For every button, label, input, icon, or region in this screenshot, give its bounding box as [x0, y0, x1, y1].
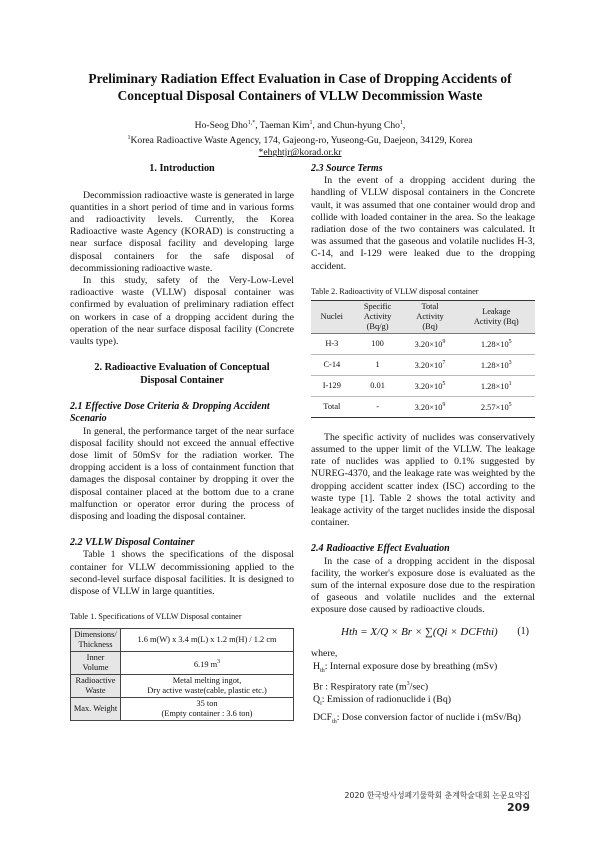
table-2-cell: 0.01: [353, 375, 403, 396]
table-2-row: [311, 354, 535, 375]
table-2-header: Specific Activity (Bq/g): [353, 300, 403, 333]
table-2-cell: $1.28\times 10^1$: [458, 375, 535, 396]
section-2-heading: [70, 362, 294, 387]
table-2-cell: 1: [353, 354, 403, 375]
table-1-value: 1.6 m(W) x 3.4 m(L) x 1.2 m(H) / 1.2 cm: [121, 629, 294, 652]
table-2-cell: $3.20\times 10^7$: [402, 354, 457, 375]
table-2-header: Nuclei: [311, 300, 353, 333]
section-2-3-paragraph: In the event of a dropping accident during the handling of VLLW disposal containers in the Concrete vault, it was assumed that one container would drop and collide with loaded container in the area. So the leakage radiation dose of the two containers was calculated. It was assumed that the gaseous and volatile nuclides H-3, C-14, and I-129 were leaked due to the dropping accident.: [311, 175, 535, 272]
definition-item: $DCF_{th}$: Dose conversion factor of nuclide i (mSv/Bq): [313, 711, 521, 725]
table-2-cell: $3.20\times 10^9$: [414, 402, 446, 413]
definitions-where: where,: [311, 647, 338, 659]
table-2-cell: I-129: [311, 375, 353, 396]
table-2-row: [311, 396, 535, 417]
section-2-4-paragraph: In the case of a dropping accident in the disposal facility, the worker's exposure dose is evaluated as the sum of the internal exposure dose due to the respiration of gaseous and volatile nuclides and the external exposure dose caused by radioactive clouds.: [311, 555, 535, 616]
title-line-2: Conceptual Disposal Containers of VLLW Decommission Waste: [117, 88, 483, 103]
section-2-heading-line-1: 2. Radioactive Evaluation of Conceptual: [94, 362, 270, 374]
equation-1: [311, 617, 535, 647]
table-1-label: Radioactive Waste: [71, 675, 121, 698]
definition-item: $H_{th}$: Internal exposure dose by breathing (mSv): [313, 660, 498, 674]
page-number: 209: [507, 801, 530, 814]
table-2-row: [311, 333, 535, 354]
author-affiliation: $^1$Korea Radioactive Waste Agency, 174, Gajeong-ro, Yuseong-Gu, Daejeon, 34129, Korea: [127, 135, 473, 147]
table-2-cell: Total: [323, 401, 341, 411]
section-2-1-heading: 2.1 Effective Dose Criteria & Dropping Accident Scenario: [70, 401, 270, 425]
table-1-row: [71, 698, 294, 721]
table-2-row: [311, 375, 535, 396]
table-2-header: Total Activity (Bq): [402, 300, 457, 333]
section-2-2-paragraph: Table 1 shows the specifications of the disposal container for VLLW decommissioning applied to the second-level surface disposal facilities. It is designed to dispose of VLLW in large quantities.: [70, 549, 294, 597]
intro-paragraph-2: In this study, safety of the Very-Low-Level radioactive waste (VLLW) disposal container was confirmed by evaluation of preliminary radiation effect on workers in case of a dropping accident during the operation of the near surface disposal facility (Concrete vaults type).: [70, 274, 294, 347]
table-1-caption: Table 1. Specifications of VLLW Disposal container: [70, 612, 242, 622]
table-2-header: Leakage Activity (Bq): [458, 300, 535, 333]
table-2-cell: $3.20\times 10^9$: [402, 333, 457, 354]
equation-definitions: [311, 647, 535, 729]
paper-title: [60, 70, 540, 104]
section-2-3-heading: 2.3 Source Terms: [311, 163, 383, 174]
table-2: [311, 300, 535, 418]
right-column: [311, 163, 535, 729]
table-2-cell: 100: [353, 333, 403, 354]
title-line-1: Preliminary Radiation Effect Evaluation in Case of Dropping Accidents of: [88, 71, 512, 86]
equation-expression: Hth = X/Q × Br × ∑(Qi × DCFthi): [341, 625, 498, 638]
table-1-value: Metal melting ingot, Dry active waste(cable, plastic etc.): [121, 675, 294, 698]
author-email[interactable]: *ehghtjr@korad.or.kr: [258, 147, 342, 159]
section-2-heading-line-2: Disposal Container: [140, 374, 224, 386]
table-1: [70, 628, 294, 721]
footer-text: 2020 한국방사성폐기물학회 춘계학술대회 논문요약집: [344, 791, 530, 800]
table-2-cell: $1.28\times 10^5$: [458, 333, 535, 354]
table-1-row: [71, 652, 294, 675]
left-column: [70, 163, 294, 721]
table-1-row: [71, 629, 294, 652]
table-1-label: Dimensions/ Thickness: [71, 629, 121, 652]
equation-number: (1): [517, 625, 529, 637]
table-2-cell: H-3: [311, 333, 353, 354]
definition-item: Br : Respiratory rate $(m^3/\sec)$: [313, 680, 429, 692]
section-2-1-paragraph: In general, the performance target of the near surface disposal facility should not exceed the annual effective dose limit of 50mSv for the radiation worker. The dropping accident is a loss of containment function that damages the disposal container by dropping it over the disposal container placed at the bottom due to a crane malfunction or operator error during the process of disposing and loading the disposal container.: [70, 425, 294, 522]
page-footer: [330, 790, 530, 814]
table-2-cell: $1.28\times 10^3$: [458, 354, 535, 375]
author-block: [60, 117, 540, 159]
intro-heading: 1. Introduction: [149, 163, 215, 174]
section-2-3-paragraph-2: The specific activity of nuclides was conservatively assumed to the upper limit of the VLLW. The leakage rate of nuclides was applied to 0.1% suggested by NUREG-4370, and the leakage rate was weighted by the dropping accident scatter index (ISC) according to the waste type [1]. Table 2 shows the total activity and leakage activity of the target nuclides inside the disposal container.: [311, 431, 535, 529]
table-2-cell: $2.57\times 10^5$: [480, 402, 512, 413]
table-1-value: 35 ton (Empty container : 3.6 ton): [121, 698, 294, 721]
table-2-caption: Table 2. Radioactivity of VLLW disposal container: [311, 286, 479, 296]
definition-item: $Q_i$: Emission of radionuclide i (Bq): [313, 693, 451, 707]
table-2-cell: -: [376, 401, 379, 411]
table-1-label: Inner Volume: [71, 652, 121, 675]
section-2-2-heading: 2.2 VLLW Disposal Container: [70, 537, 195, 549]
table-1-row: [71, 675, 294, 698]
author-names: Ho-Seog Dho$^{1,*}$, Taeman Kim$^1$, and Chun-hyung Cho$^1$,: [194, 120, 406, 132]
table-2-cell: $3.20\times 10^5$: [402, 375, 457, 396]
table-1-value: 6.19 $m^3$: [121, 652, 294, 675]
table-1-label: Max. Weight: [71, 698, 121, 721]
table-2-cell: C-14: [311, 354, 353, 375]
intro-paragraph-1: Decommission radioactive waste is generated in large quantities in a short period of time and in various forms and radioactivity levels. Currently, the Korea Radioactive waste Agency (KORAD) is constructing a near surface disposal facility and developing large disposal containers for the safe disposal of decommissioning radioactive waste.: [70, 189, 294, 274]
section-2-4-heading: 2.4 Radioactive Effect Evaluation: [311, 543, 450, 555]
